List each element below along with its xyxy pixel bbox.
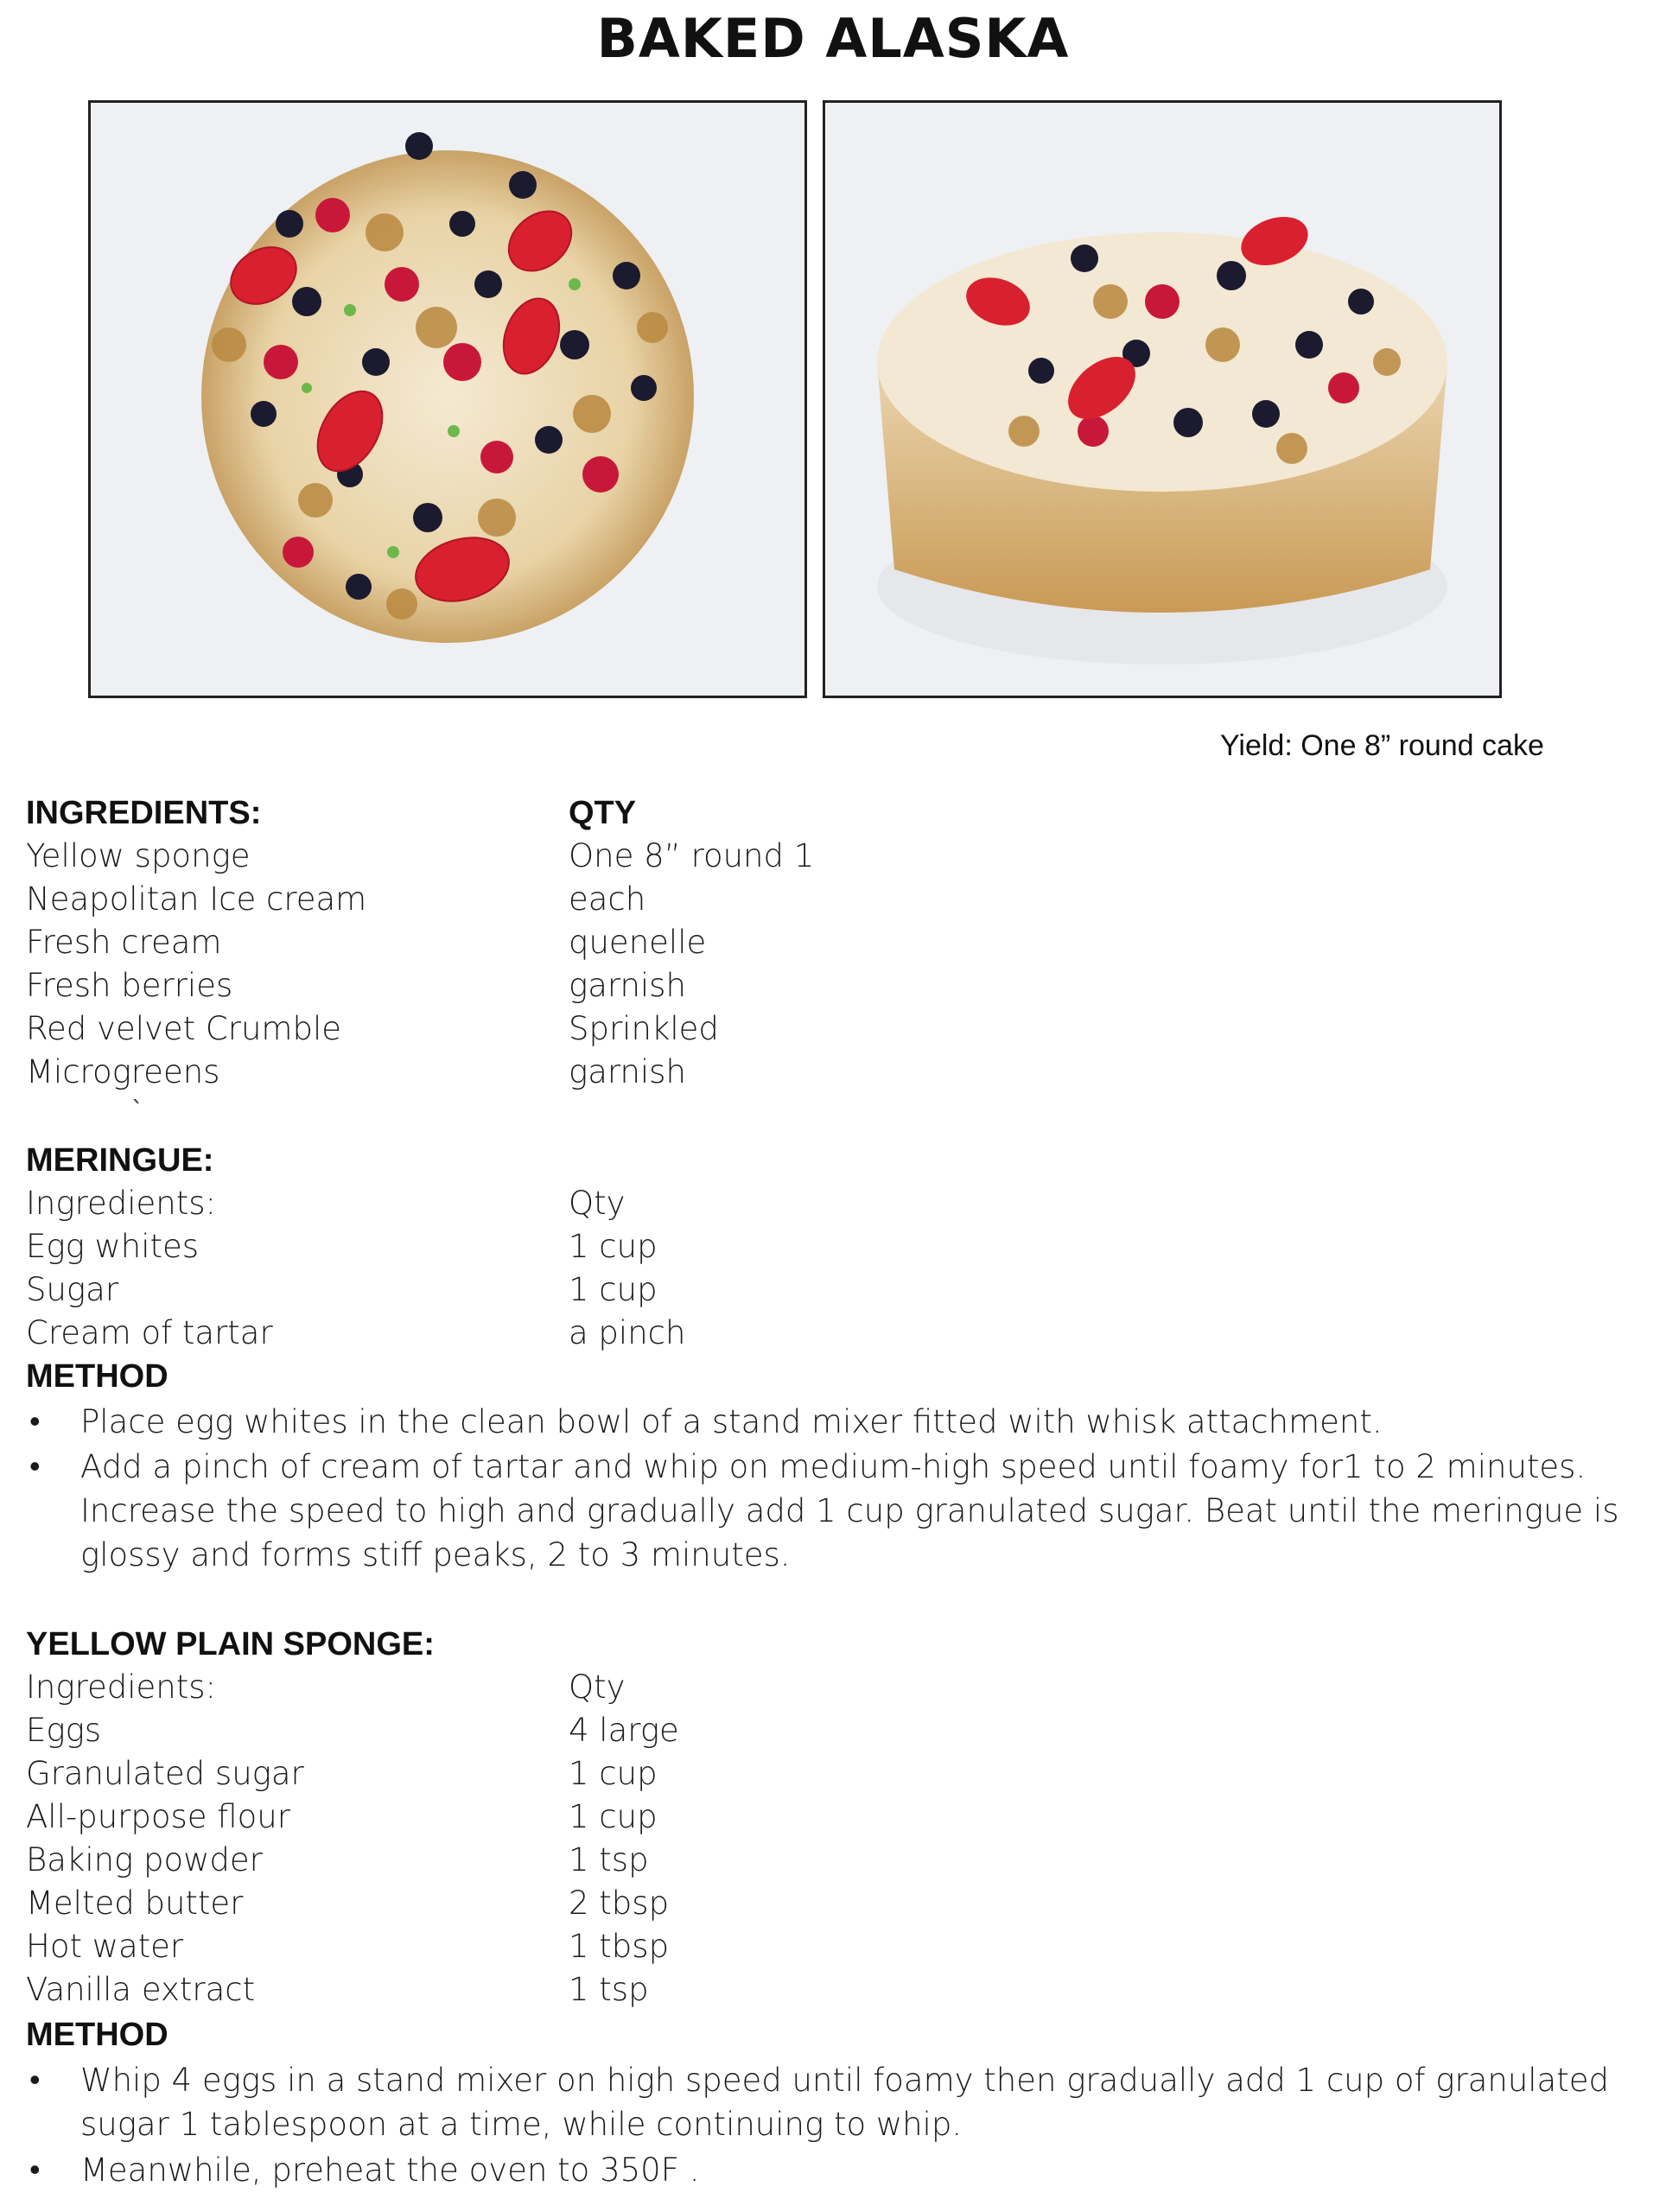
ingredient-name: Egg whites [26,1228,200,1265]
ingredient-qty: quenelle [569,924,707,961]
ingredient-name: Eggs [26,1712,102,1749]
recipe-yield: Yield: One 8” round cake [1220,729,1544,762]
method-step-text: Add a pinch of cream of tartar and whip on medium-high speed until foamy for1 to 2 minutes. Increase the speed to high and gradually add 1 cup granulated sugar. Beat until the meringue is glossy and forms stiff peaks, 2 to 3 minutes. [80,1448,1619,1573]
qty-heading: QTY [569,795,637,831]
column-ingredients-label: Ingredients: [26,1185,216,1222]
method-step-text: Place egg whites in the clean bowl of a stand mixer fitted with whisk attachment. [80,1403,1383,1440]
ingredient-qty: 1 cup [569,1798,658,1835]
bullet-icon: • [29,2152,41,2188]
ingredients-heading [26,791,637,835]
ingredient-name: Melted butter [26,1885,244,1922]
ingredient-qty: 2 tbsp [569,1885,670,1922]
ingredient-qty: One 8” round 1 [569,837,815,874]
ingredient-name: Yellow sponge [26,837,251,874]
meringue-method-heading: METHOD [26,1358,169,1395]
ingredient-qty: Sprinkled [569,1010,719,1047]
column-ingredients-label: Ingredients: [26,1669,216,1706]
ingredient-name: Microgreens [26,1053,220,1090]
bullet-icon: • [29,1449,41,1484]
ingredient-qty: 1 tsp [569,1841,649,1878]
method-step [26,2148,1642,2192]
cake-top-view-photo [88,100,807,698]
method-step-text: Whip 4 eggs in a stand mixer on high speed until foamy then gradually add 1 cup of granulated sugar 1 tablespoon at a time, while continuing to whip. [80,2062,1609,2143]
ingredients-title: INGREDIENTS: [26,795,262,831]
method-step [26,1445,1642,1577]
page-title: BAKED ALASKA [596,7,1070,70]
column-qty-label: Qty [569,1669,626,1706]
ingredient-name: Hot water [26,1928,184,1965]
ingredient-qty: a pinch [569,1314,686,1351]
meringue-heading: MERINGUE: [26,1142,214,1179]
ingredient-qty: 1 tbsp [569,1928,670,1965]
ingredient-name: Cream of tartar [26,1314,273,1351]
ingredient-name: Fresh cream [26,924,222,961]
ingredient-qty: garnish [569,967,686,1004]
bullet-icon: • [29,1404,41,1440]
ingredient-name: Red velvet Crumble [26,1010,341,1047]
column-qty-label: Qty [569,1185,626,1222]
ingredient-name: Fresh berries [26,967,233,1004]
ingredient-qty: 4 large [569,1712,679,1749]
ingredient-qty: 1 cup [569,1228,658,1265]
ingredient-qty: 1 cup [569,1271,658,1308]
bullet-icon: • [29,2063,41,2098]
ingredient-qty: 1 tsp [569,1971,649,2008]
method-step [26,1400,1642,1444]
sponge-heading: YELLOW PLAIN SPONGE: [26,1626,435,1662]
ingredient-qty: garnish [569,1053,686,1090]
stray-mark: ` [131,1096,143,1124]
method-step [26,2058,1642,2146]
ingredient-name: Vanilla extract [26,1971,256,2008]
sponge-method-heading: METHOD [26,2017,169,2053]
ingredient-qty: 1 cup [569,1755,658,1792]
cake-side-view-photo [823,100,1502,698]
ingredient-name: Neapolitan Ice cream [26,880,367,918]
method-step-text: Meanwhile, preheat the oven to 350F . [80,2152,700,2189]
ingredient-name: Baking powder [26,1841,263,1878]
ingredient-qty: each [569,880,646,918]
ingredient-name: Sugar [26,1271,119,1308]
ingredient-name: Granulated sugar [26,1755,304,1792]
ingredient-name: All-purpose flour [26,1798,290,1835]
